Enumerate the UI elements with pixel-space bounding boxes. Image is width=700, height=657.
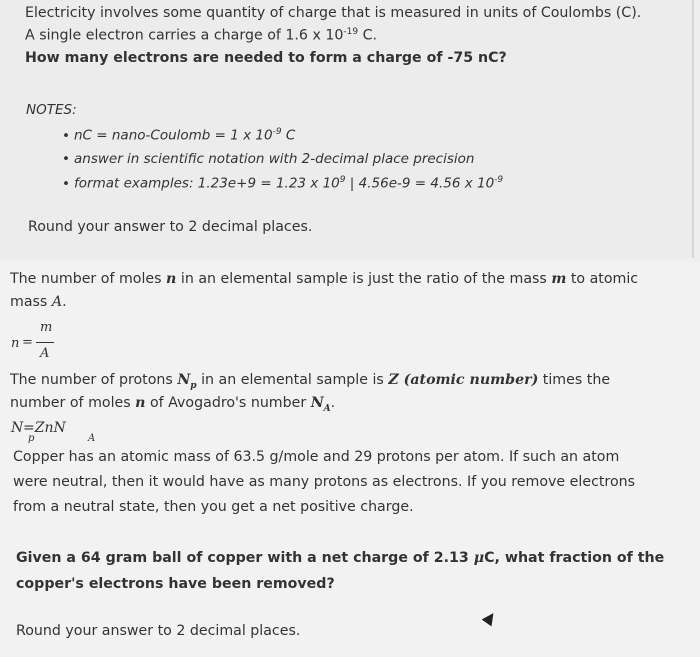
notes-label <box>26 102 77 118</box>
p2-line2-text-a: number of moles <box>10 395 136 411</box>
p1-line2-text-a: mass <box>10 294 52 310</box>
mouse-cursor-icon <box>482 610 499 627</box>
symbol-mu: μ <box>473 550 485 566</box>
round-instruction-2-text: Round your answer to 2 decimal places. <box>16 623 301 639</box>
intro-text-2b: C. <box>358 27 378 44</box>
eq2-N: N <box>11 420 24 436</box>
bullet-icon: • <box>62 175 70 192</box>
symbol-A: A <box>51 294 63 310</box>
p3-text-3: from a neutral state, then you get a net positive charge. <box>13 499 414 515</box>
question-2-line-2 <box>16 576 335 592</box>
eq2-rhs: =ZnN <box>23 420 66 436</box>
paragraph-3-line-3 <box>13 499 414 515</box>
q2-text-2: copper's electrons have been removed? <box>16 576 335 592</box>
note-3-exponent-1: 9 <box>339 175 346 185</box>
symbol-Np: N <box>177 372 191 388</box>
symbol-NA-sub: A <box>323 403 331 414</box>
q2-text-a: Given a 64 gram ball of copper with a net charge of 2.13 <box>16 550 474 566</box>
bullet-icon: • <box>62 127 70 144</box>
intro-text-2a: A single electron carries a charge of 1.6 x 10 <box>25 27 344 44</box>
problem-2-panel <box>0 262 700 657</box>
note-3-text-b: | 4.56e-9 = 4.56 x 10 <box>345 175 495 192</box>
intro-text-1: Electricity involves some quantity of charge that is measured in units of Coulombs (C). <box>25 5 642 21</box>
round-instruction-2 <box>16 623 300 639</box>
round-instruction-1 <box>28 219 312 235</box>
p3-text-2: were neutral, then it would have as many protons as electrons. If you remove electrons <box>13 474 636 490</box>
note-1-exponent: -9 <box>272 127 282 137</box>
eq2-sub-A: A <box>88 433 96 444</box>
note-2-text: answer in scientific notation with 2-decimal place precision <box>74 151 475 167</box>
eq1-denominator: A <box>40 346 50 361</box>
intro-line-1 <box>25 5 641 21</box>
symbol-n: n <box>166 271 177 287</box>
note-1-text-b: C <box>281 127 296 144</box>
p1-text-c: to atomic <box>566 271 639 287</box>
symbol-Z: Z (atomic number) <box>388 372 539 388</box>
question-1 <box>25 50 507 66</box>
note-3-text-a: format examples: 1.23e+9 = 1.23 x 10 <box>74 175 340 192</box>
paragraph-1-line-2 <box>10 294 67 310</box>
eq1-equals: = <box>22 335 33 350</box>
eq1-lhs: n <box>11 336 20 351</box>
p2-line2-text-c: . <box>330 395 336 411</box>
problem-1-panel <box>0 0 694 258</box>
question-2-line-1 <box>16 550 664 566</box>
fraction-bar <box>36 342 54 343</box>
p1-text-b: in an elemental sample is just the ratio of the mass <box>176 271 552 287</box>
question-1-text: How many electrons are needed to form a charge of -75 nC? <box>25 50 507 66</box>
intro-line-2 <box>25 27 377 44</box>
round-instruction-1-text: Round your answer to 2 decimal places. <box>28 219 313 235</box>
note-3 <box>62 175 503 192</box>
paragraph-2-line-1 <box>10 372 610 391</box>
paragraph-1-line-1 <box>10 271 638 287</box>
paragraph-2-line-2 <box>10 395 335 414</box>
eq1-numerator: m <box>40 320 53 335</box>
p2-text-b: in an elemental sample is <box>196 372 389 388</box>
paragraph-3-line-1 <box>13 449 619 465</box>
note-2 <box>62 151 474 167</box>
p2-text-c: times the <box>538 372 611 388</box>
intro-exponent: -19 <box>343 27 359 37</box>
symbol-n-2: n <box>135 395 146 411</box>
p2-text-a: The number of protons <box>10 372 178 388</box>
note-1 <box>62 127 295 144</box>
paragraph-3-line-2 <box>13 474 635 490</box>
symbol-Np-sub: p <box>190 380 197 391</box>
note-1-text-a: nC = nano-Coulomb = 1 x 10 <box>74 127 273 144</box>
p3-text-1: Copper has an atomic mass of 63.5 g/mole and 29 protons per atom. If such an atom <box>13 449 620 465</box>
symbol-NA: N <box>310 395 324 411</box>
notes-label-text: NOTES: <box>26 102 77 118</box>
eq2-sub-p: p <box>28 433 35 444</box>
symbol-m: m <box>551 271 567 287</box>
p1-text-a: The number of moles <box>10 271 167 287</box>
p2-line2-text-b: of Avogadro's number <box>145 395 311 411</box>
bullet-icon: • <box>62 151 70 167</box>
p1-line2-text-b: . <box>62 294 67 310</box>
q2-text-b: C, what fraction of the <box>484 550 665 566</box>
note-3-exponent-2: -9 <box>494 175 504 185</box>
